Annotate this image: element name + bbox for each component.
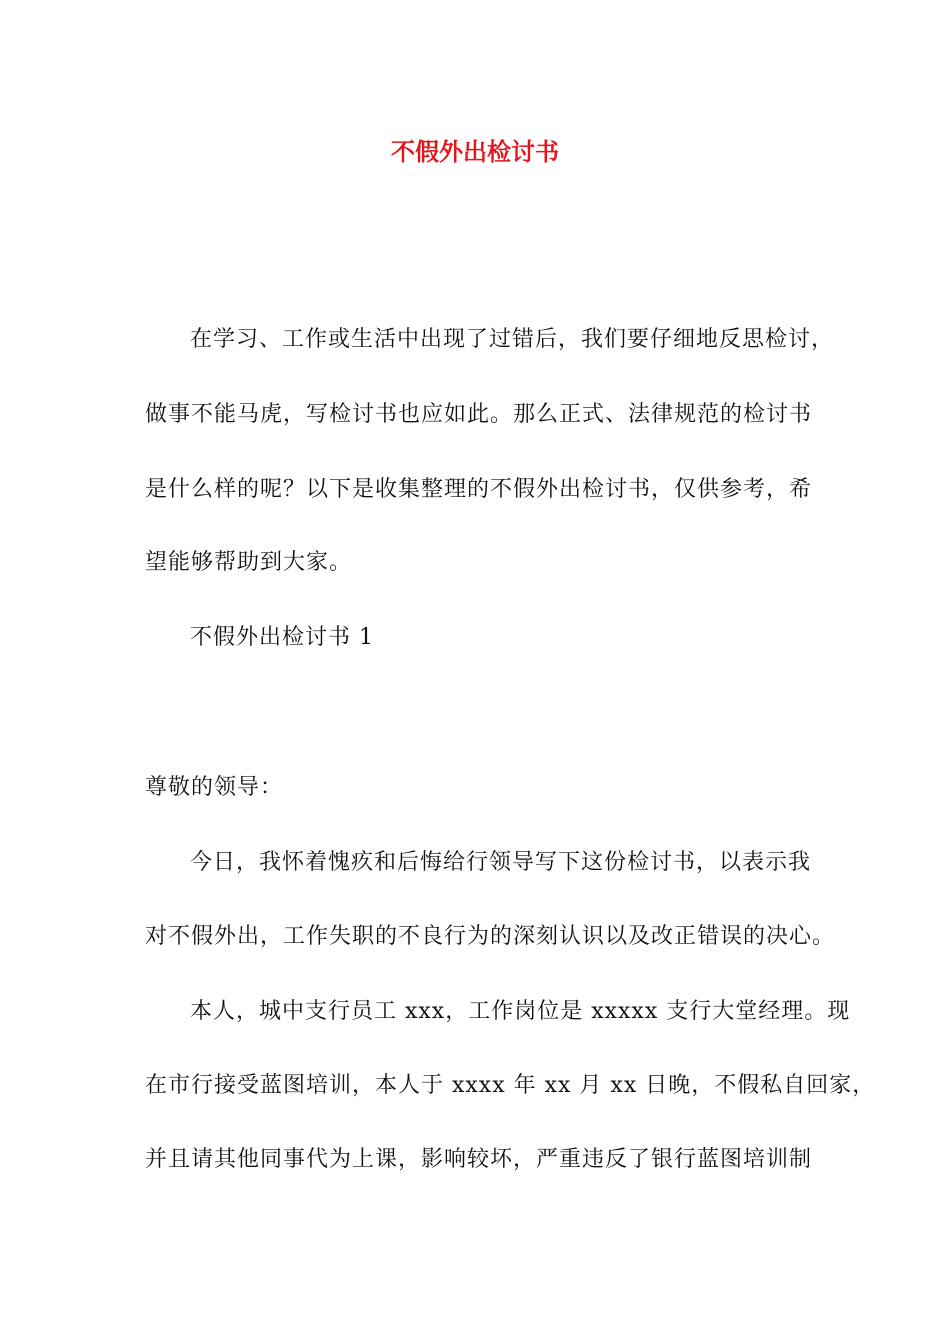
paragraph-line: 在学习、工作或生活中出现了过错后，我们要仔细地反思检讨， <box>190 327 835 352</box>
paragraph-line: 望能够帮助到大家。 <box>145 550 353 575</box>
paragraph-line: 是什么样的呢？以下是收集整理的不假外出检讨书，仅供参考，希 <box>145 477 813 502</box>
paragraph-line: 在市行接受蓝图培训，本人于 xxxx 年 xx 月 xx 日晚，不假私自回家， <box>145 1073 876 1098</box>
paragraph-line: 并且请其他同事代为上课，影响较坏，严重违反了银行蓝图培训制 <box>145 1147 813 1172</box>
document-title: 不假外出检讨书 <box>391 137 559 166</box>
salutation: 尊敬的领导： <box>145 775 284 800</box>
paragraph-line: 对不假外出，工作失职的不良行为的深刻认识以及改正错误的决心。 <box>145 924 836 949</box>
paragraph-line: 本人，城中支行员工 xxx，工作岗位是 xxxxx 支行大堂经理。现 <box>190 999 851 1024</box>
section-heading: 不假外出检讨书 1 <box>190 625 374 650</box>
paragraph-line: 今日，我怀着愧疚和后悔给行领导写下这份检讨书，以表示我 <box>190 850 812 875</box>
paragraph-line: 做事不能马虎，写检讨书也应如此。那么正式、法律规范的检讨书 <box>145 402 813 427</box>
